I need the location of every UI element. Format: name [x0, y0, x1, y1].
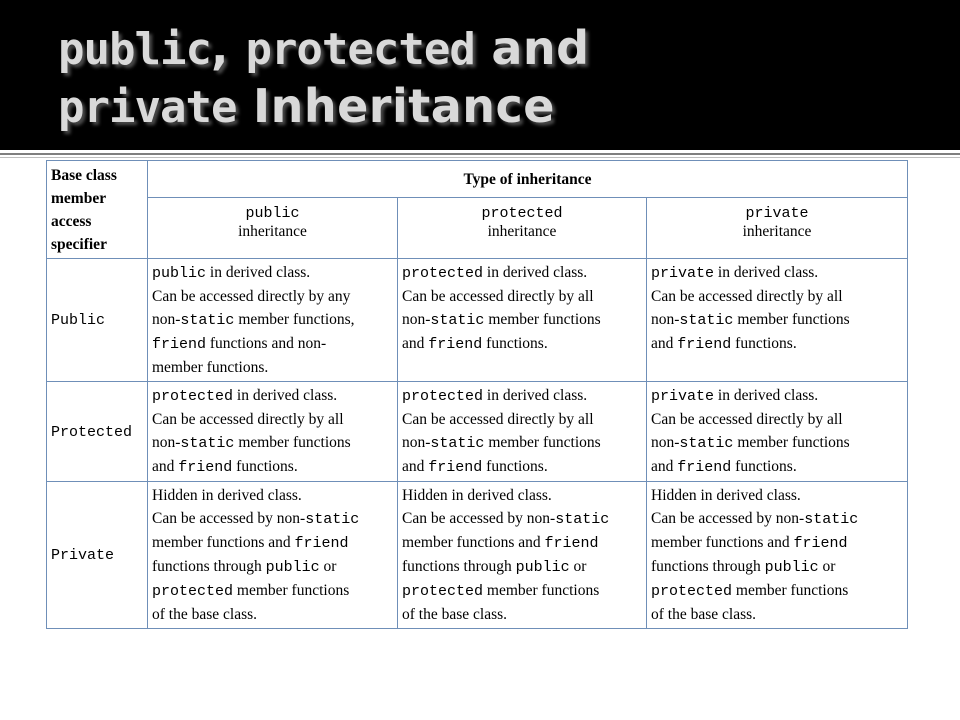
cell-text: functions and non- [206, 335, 327, 352]
cell-text: Can be accessed by non- [651, 510, 805, 527]
cell-keyword: friend [677, 336, 732, 353]
cell-keyword: friend [152, 336, 207, 353]
cell-text: in derived class. [233, 387, 338, 404]
cell-keyword: friend [793, 535, 848, 552]
cell-public-public [148, 259, 398, 382]
column-header-public [148, 198, 398, 259]
type-of-inheritance-header: Type of inheritance [148, 161, 908, 198]
column-keyword: protected [481, 205, 563, 223]
cell-public-private [647, 259, 908, 382]
cell-text: member functions [484, 311, 601, 328]
cell-text: Can be accessed directly by any [152, 288, 351, 305]
cell-keyword: protected [402, 265, 484, 282]
cell-private-public [148, 482, 398, 629]
cell-text: Hidden in derived class. [402, 487, 552, 504]
row-header-public [47, 259, 148, 382]
cell-keyword: public [515, 559, 570, 576]
title-keyword-public: public [58, 24, 211, 75]
title-and: and [474, 21, 590, 75]
column-suffix: inheritance [487, 223, 557, 241]
title-keyword-protected: protected [245, 24, 475, 75]
cell-text: and [152, 458, 179, 475]
cell-keyword: static [679, 435, 734, 452]
cell-text: in derived class. [714, 264, 819, 281]
cell-private-private [647, 482, 908, 629]
corner-header [47, 161, 148, 259]
cell-text: functions. [232, 458, 298, 475]
cell-protected-private [647, 382, 908, 482]
table-row [47, 482, 908, 629]
cell-text: member functions, [234, 311, 355, 328]
cell-text: functions through [651, 558, 765, 575]
row-label: Protected [51, 423, 133, 441]
corner-line: access [51, 213, 92, 230]
cell-keyword: public [265, 559, 320, 576]
cell-keyword: protected [651, 583, 733, 600]
cell-text: member functions [733, 434, 850, 451]
cell-text: Can be accessed by non- [402, 510, 556, 527]
title-inheritance: Inheritance [236, 79, 555, 133]
cell-text: functions. [731, 335, 797, 352]
cell-text: functions. [482, 335, 548, 352]
cell-protected-public [148, 382, 398, 482]
table-row [47, 259, 908, 382]
cell-text: Can be accessed directly by all [402, 411, 594, 428]
title-keyword-private: private [58, 82, 237, 133]
cell-text: Can be accessed by non- [152, 510, 306, 527]
cell-text: and [651, 458, 678, 475]
cell-text: non- [402, 434, 431, 451]
cell-keyword: static [430, 312, 485, 329]
cell-text: functions. [731, 458, 797, 475]
column-suffix: inheritance [742, 223, 812, 241]
cell-text: member functions [484, 434, 601, 451]
cell-text: non- [402, 311, 431, 328]
column-suffix: inheritance [238, 223, 307, 241]
row-label: Public [51, 312, 106, 329]
cell-text: non- [152, 434, 181, 451]
corner-line: member [51, 190, 107, 207]
cell-keyword: static [180, 435, 235, 452]
cell-keyword: friend [178, 459, 233, 476]
inheritance-table [46, 160, 908, 629]
cell-text: Can be accessed directly by all [651, 288, 843, 305]
cell-private-protected [398, 482, 647, 629]
row-label: Private [51, 547, 115, 564]
cell-text: member functions [732, 582, 849, 599]
cell-keyword: friend [544, 535, 599, 552]
cell-text: member functions [234, 434, 351, 451]
divider-line-thin [0, 157, 960, 158]
cell-keyword: static [180, 312, 235, 329]
cell-keyword: private [651, 265, 715, 282]
cell-text: of the base class. [402, 606, 508, 623]
cell-text: in derived class. [206, 264, 311, 281]
cell-keyword: protected [152, 583, 234, 600]
cell-text: or [569, 558, 587, 575]
cell-keyword: friend [428, 336, 483, 353]
cell-keyword: public [764, 559, 819, 576]
cell-text: of the base class. [152, 606, 258, 623]
cell-text: and [402, 335, 429, 352]
slide-title [58, 20, 938, 136]
row-header-private [47, 482, 148, 629]
cell-keyword: private [651, 388, 715, 405]
cell-keyword: public [152, 265, 207, 282]
cell-text: Hidden in derived class. [152, 487, 302, 504]
cell-text: non- [651, 434, 680, 451]
cell-text: non- [651, 311, 680, 328]
cell-text: member functions [483, 582, 600, 599]
cell-text: and [651, 335, 678, 352]
cell-text: in derived class. [714, 387, 819, 404]
column-header-protected [398, 198, 647, 259]
cell-text: member functions [233, 582, 350, 599]
cell-keyword: friend [677, 459, 732, 476]
cell-keyword: static [555, 511, 610, 528]
table-row [47, 382, 908, 482]
cell-text: Can be accessed directly by all [402, 288, 594, 305]
corner-line: specifier [51, 236, 107, 253]
cell-public-protected [398, 259, 647, 382]
cell-text: Hidden in derived class. [651, 487, 801, 504]
cell-text: functions through [152, 558, 266, 575]
cell-text: member functions and [152, 534, 295, 551]
cell-keyword: static [679, 312, 734, 329]
cell-text: Can be accessed directly by all [152, 411, 344, 428]
divider-line [0, 153, 960, 155]
title-bar [0, 0, 960, 150]
cell-text: of the base class. [651, 606, 757, 623]
cell-text: non- [152, 311, 181, 328]
cell-keyword: protected [152, 388, 234, 405]
cell-protected-protected [398, 382, 647, 482]
cell-text: or [818, 558, 836, 575]
cell-keyword: friend [294, 535, 349, 552]
cell-text: member functions [733, 311, 850, 328]
cell-keyword: static [430, 435, 485, 452]
cell-keyword: protected [402, 388, 484, 405]
cell-text: functions. [482, 458, 548, 475]
cell-text: or [319, 558, 337, 575]
column-header-private [647, 198, 908, 259]
cell-text: Can be accessed directly by all [651, 411, 843, 428]
row-header-protected [47, 382, 148, 482]
title-comma: , [210, 21, 246, 75]
cell-text: and [402, 458, 429, 475]
cell-text: member functions. [152, 359, 269, 376]
cell-keyword: friend [428, 459, 483, 476]
cell-keyword: protected [402, 583, 484, 600]
cell-text: functions through [402, 558, 516, 575]
column-keyword: public [245, 205, 300, 223]
column-keyword: private [745, 205, 809, 223]
corner-line: Base class [51, 167, 117, 184]
cell-keyword: static [305, 511, 360, 528]
cell-text: in derived class. [483, 264, 588, 281]
cell-text: in derived class. [483, 387, 588, 404]
cell-keyword: static [804, 511, 859, 528]
cell-text: member functions and [402, 534, 545, 551]
cell-text: member functions and [651, 534, 794, 551]
